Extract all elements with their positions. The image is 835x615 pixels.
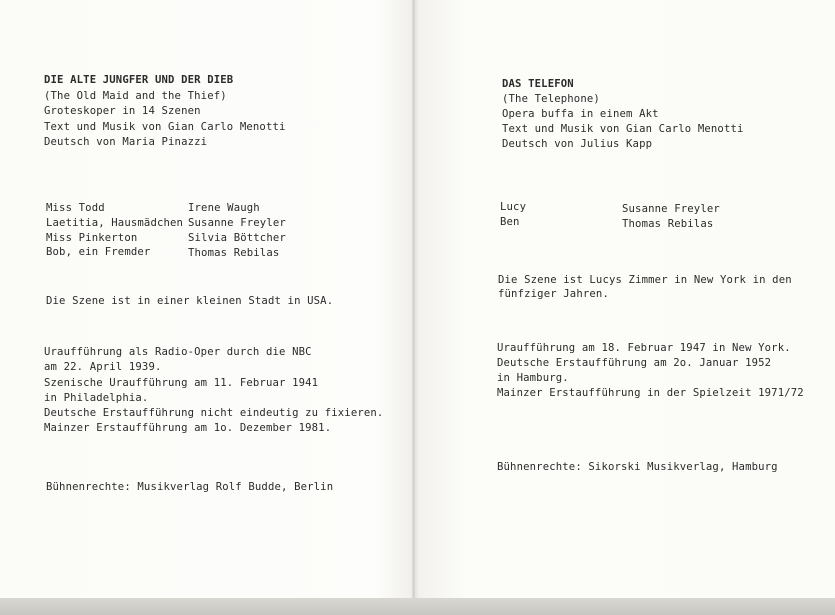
cast-role: Miss Todd — [46, 202, 105, 214]
cast-role: Bob, ein Fremder — [46, 246, 151, 258]
cast-actor: Thomas Rebilas — [622, 218, 714, 230]
opera-subtitle: (The Telephone) — [502, 93, 600, 105]
cast-actor: Thomas Rebilas — [188, 247, 280, 259]
opera-genre: Opera buffa in einem Akt — [502, 108, 659, 120]
cast-actor: Susanne Freyler — [188, 217, 286, 229]
page-bottom-edge — [0, 598, 835, 615]
premiere-line: in Philadelphia. — [44, 392, 149, 404]
premiere-line: Mainzer Erstaufführung am 1o. Dezember 1981. — [44, 422, 332, 434]
performance-rights: Bühnenrechte: Musikverlag Rolf Budde, Berlin — [46, 481, 334, 493]
cast-role: Miss Pinkerton — [46, 232, 138, 244]
setting-line: Die Szene ist Lucys Zimmer in New York in den — [498, 274, 792, 286]
setting-text: Die Szene ist in einer kleinen Stadt in USA. — [46, 295, 334, 307]
opera-credits: Text und Musik von Gian Carlo Menotti — [502, 123, 744, 135]
opera-credits: Text und Musik von Gian Carlo Menotti — [44, 121, 286, 133]
right-page — [415, 0, 835, 598]
premiere-line: Uraufführung am 18. Februar 1947 in New York. — [497, 342, 791, 354]
opera-genre: Groteskoper in 14 Szenen — [44, 105, 201, 117]
opera-title: DAS TELEFON — [502, 78, 574, 90]
cast-role: Ben — [500, 216, 520, 228]
premiere-line: Mainzer Erstaufführung in der Spielzeit 1971/72 — [497, 387, 804, 399]
opera-title: DIE ALTE JUNGFER UND DER DIEB — [44, 74, 234, 86]
premiere-line: Uraufführung als Radio-Oper durch die NBC — [44, 346, 312, 358]
cast-actor: Silvia Böttcher — [188, 232, 286, 244]
opera-subtitle: (The Old Maid and the Thief) — [44, 90, 227, 102]
opera-translation: Deutsch von Julius Kapp — [502, 138, 653, 150]
cast-role: Laetitia, Hausmädchen — [46, 217, 184, 229]
opera-translation: Deutsch von Maria Pinazzi — [44, 136, 208, 148]
premiere-line: in Hamburg. — [497, 372, 569, 384]
cast-role: Lucy — [500, 201, 527, 213]
performance-rights: Bühnenrechte: Sikorski Musikverlag, Hamburg — [497, 461, 778, 473]
premiere-line: am 22. April 1939. — [44, 361, 162, 373]
premiere-line: Deutsche Erstaufführung nicht eindeutig zu fixieren. — [44, 407, 384, 419]
premiere-line: Szenische Uraufführung am 11. Februar 1941 — [44, 377, 319, 389]
cast-actor: Irene Waugh — [188, 202, 260, 214]
cast-actor: Susanne Freyler — [622, 203, 720, 215]
setting-line: fünfziger Jahren. — [498, 288, 609, 300]
left-page — [0, 0, 412, 598]
premiere-line: Deutsche Erstaufführung am 2o. Januar 1952 — [497, 357, 772, 369]
